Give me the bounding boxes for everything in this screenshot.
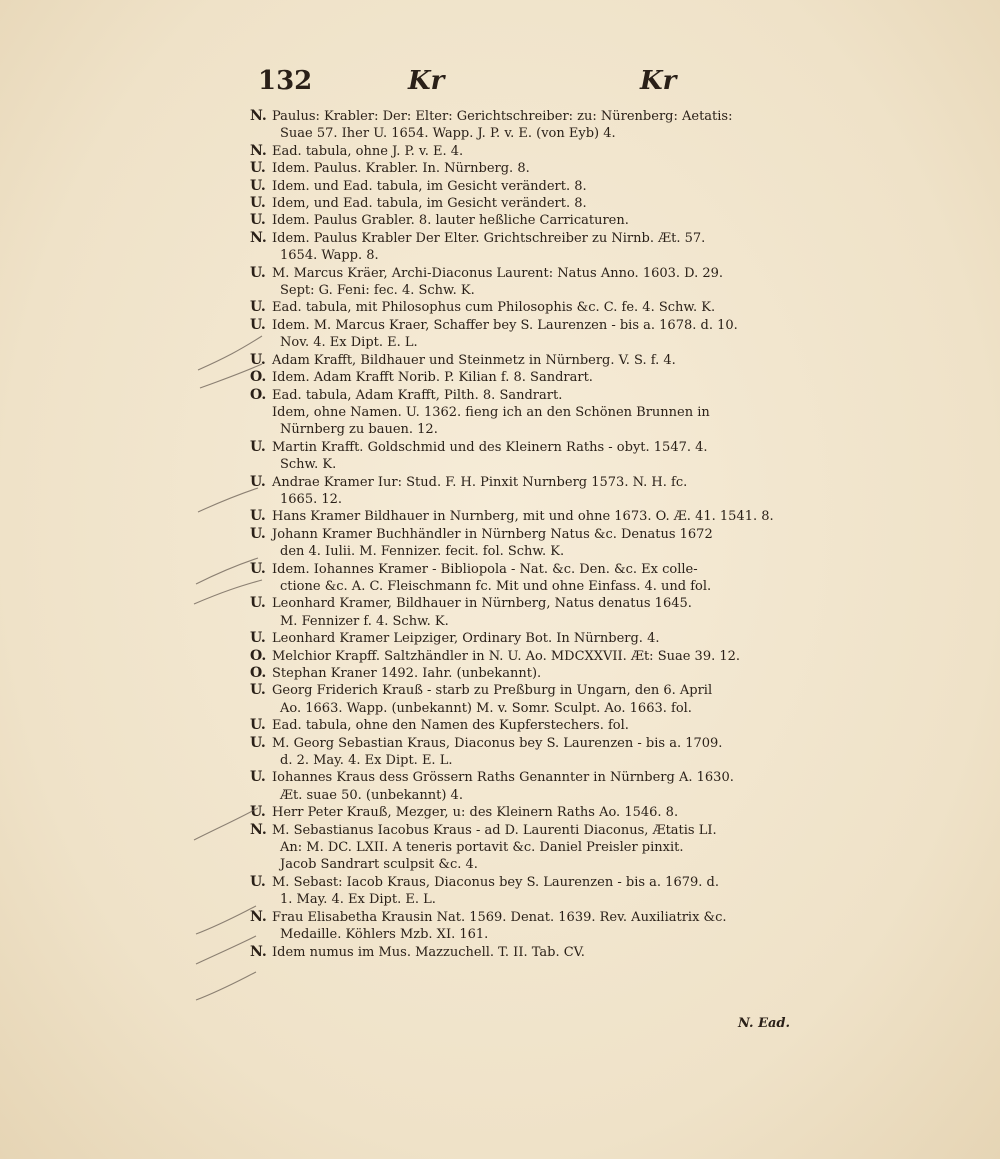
catalog-entry: [250, 195, 825, 212]
catalog-entry: [250, 474, 825, 509]
entry-line: Iohannes Kraus dess Grössern Raths Genannter in Nürnberg A. 1630.: [272, 770, 734, 786]
entry-line: ctione &c. A. C. Fleischmann fc. Mit und ohne Einfass. 4. und fol.: [280, 578, 712, 594]
entry-line: Ead. tabula, ohne J. P. v. E. 4.: [272, 143, 464, 159]
entry-marker: U.: [250, 873, 266, 890]
catalog-entry: [250, 404, 825, 439]
catalog-entry: [250, 561, 825, 596]
entry-line: den 4. Iulii. M. Fennizer. fecit. fol. Schw. K.: [280, 544, 565, 560]
entry-marker: N.: [250, 943, 267, 960]
page-header: [258, 66, 778, 102]
catalog-entry: [250, 265, 825, 300]
entry-line: M. Fennizer f. 4. Schw. K.: [280, 613, 449, 629]
catalog-entry: [250, 508, 825, 525]
catalog-entry: [250, 352, 825, 369]
catalog-entry: [250, 822, 825, 874]
catalog-entry: [250, 717, 825, 734]
entry-line: Idem numus im Mus. Mazzuchell. T. II. Tab. CV.: [272, 944, 585, 960]
entry-line: Æt. suae 50. (unbekannt) 4.: [280, 787, 463, 803]
entry-marker: U.: [250, 508, 266, 525]
entry-line: Leonhard Kramer Leipziger, Ordinary Bot. In Nürnberg. 4.: [272, 631, 660, 647]
entry-line: An: M. DC. LXII. A teneris portavit &c. Daniel Preisler pinxit.: [280, 840, 684, 856]
entry-line: Idem. Iohannes Kramer - Bibliopola - Nat. &c. Den. &c. Ex colle-: [272, 561, 698, 577]
entry-line: Andrae Kramer Iur: Stud. F. H. Pinxit Nurnberg 1573. N. H. fc.: [272, 474, 688, 490]
entry-line: Frau Elisabetha Krausin Nat. 1569. Denat. 1639. Rev. Auxiliatrix &c.: [272, 909, 727, 925]
entry-marker: U.: [250, 264, 266, 281]
entry-marker: U.: [250, 438, 266, 455]
entry-line: M. Sebast: Iacob Kraus, Diaconus bey S. Laurenzen - bis a. 1679. d.: [272, 874, 719, 890]
entry-marker: U.: [250, 212, 266, 229]
entry-line: 1654. Wapp. 8.: [280, 248, 379, 264]
entry-line: Georg Friderich Krauß - starb zu Preßburg in Ungarn, den 6. April: [272, 683, 713, 699]
running-head-left: Kr: [408, 66, 445, 96]
entry-marker: U.: [250, 630, 266, 647]
entry-marker: U.: [250, 717, 266, 734]
entry-line: Paulus: Krabler: Der: Elter: Gerichtschreiber: zu: Nürenberg: Aetatis:: [272, 109, 733, 124]
entry-line: Suae 57. Iher U. 1654. Wapp. J. P. v. E. (von Eyb) 4.: [280, 126, 616, 142]
entry-line: M. Marcus Kräer, Archi-Diaconus Laurent: Natus Anno. 1603. D. 29.: [272, 265, 724, 281]
page-number: 132: [258, 66, 313, 96]
entry-line: M. Georg Sebastian Kraus, Diaconus bey S. Laurenzen - bis a. 1709.: [272, 735, 723, 751]
entry-marker: U.: [250, 734, 266, 751]
entry-marker: U.: [250, 473, 266, 490]
catalog-entry: [250, 874, 825, 909]
entry-marker: U.: [250, 316, 266, 333]
entry-line: Nürnberg zu bauen. 12.: [280, 422, 438, 438]
entry-line: Idem. Paulus. Krabler. In. Nürnberg. 8.: [272, 161, 530, 177]
catalog-entry: [250, 178, 825, 195]
entry-line: Idem, und Ead. tabula, im Gesicht verändert. 8.: [272, 196, 587, 212]
entry-line: d. 2. May. 4. Ex Dipt. E. L.: [280, 753, 453, 769]
entry-line: Sept: G. Feni: fec. 4. Schw. K.: [280, 283, 475, 299]
entry-line: Leonhard Kramer, Bildhauer in Nürnberg, Natus denatus 1645.: [272, 596, 692, 612]
catchword: N. Ead.: [738, 1016, 791, 1031]
entry-marker: N.: [250, 142, 267, 159]
entry-line: Melchior Krapff. Saltzhändler in N. U. Ao. MDCXXVII. Æt: Suae 39. 12.: [272, 648, 741, 664]
catalog-entry: [250, 160, 825, 177]
entry-line: Idem. Paulus Krabler Der Elter. Grichtschreiber zu Nirnb. Æt. 57.: [272, 230, 706, 246]
catalog-entry: [250, 317, 825, 352]
entry-marker: U.: [250, 351, 266, 368]
entry-line: Idem, ohne Namen. U. 1362. fieng ich an den Schönen Brunnen in: [272, 404, 710, 420]
entry-line: Idem. M. Marcus Kraer, Schaffer bey S. Laurenzen - bis a. 1678. d. 10.: [272, 317, 738, 333]
catalog-entry: [250, 439, 825, 474]
entry-line: Medaille. Köhlers Mzb. XI. 161.: [280, 927, 489, 943]
catalog-entry: [250, 909, 825, 944]
catalog-entry: [250, 299, 825, 316]
catalog-entry: [250, 526, 825, 561]
catalog-entry: [250, 630, 825, 647]
entry-line: 1. May. 4. Ex Dipt. E. L.: [280, 892, 436, 908]
entry-line: 1665. 12.: [280, 491, 343, 507]
entry-line: Martin Krafft. Goldschmid und des Kleinern Raths - obyt. 1547. 4.: [272, 439, 708, 455]
catalog-entry: [250, 665, 825, 682]
entry-line: Ao. 1663. Wapp. (unbekannt) M. v. Somr. Sculpt. Ao. 1663. fol.: [280, 700, 692, 716]
entry-line: Ead. tabula, mit Philosophus cum Philosophis &c. C. fe. 4. Schw. K.: [272, 300, 716, 316]
entry-line: Idem. Paulus Grabler. 8. lauter heßliche Carricaturen.: [272, 213, 629, 229]
entry-marker: N.: [250, 229, 267, 246]
catalog-entry: [250, 212, 825, 229]
entry-line: Schw. K.: [280, 457, 337, 473]
entry-marker: U.: [250, 160, 266, 177]
entry-marker: U.: [250, 804, 266, 821]
entry-line: Ead. tabula, Adam Krafft, Pilth. 8. Sandrart.: [272, 387, 563, 403]
catalog-entry: [250, 230, 825, 265]
entry-marker: U.: [250, 769, 266, 786]
entry-marker: N.: [250, 908, 267, 925]
entry-marker: U.: [250, 560, 266, 577]
entry-line: Johann Kramer Buchhändler in Nürnberg Natus &c. Denatus 1672: [272, 526, 713, 542]
entry-line: Nov. 4. Ex Dipt. E. L.: [280, 335, 418, 351]
entry-marker: N.: [250, 821, 267, 838]
entry-line: M. Sebastianus Iacobus Kraus - ad D. Laurenti Diaconus, Ætatis LI.: [272, 822, 717, 838]
catalog-entry: [250, 595, 825, 630]
entry-line: Jacob Sandrart sculpsit &c. 4.: [280, 857, 478, 873]
entry-line: Idem. Adam Krafft Norib. P. Kilian f. 8. Sandrart.: [272, 370, 593, 386]
entry-marker: O.: [250, 386, 267, 403]
entry-line: Adam Krafft, Bildhauer und Steinmetz in Nürnberg. V. S. f. 4.: [272, 352, 676, 368]
entry-marker: U.: [250, 299, 266, 316]
catalog-entry: [250, 387, 825, 404]
entry-marker: U.: [250, 525, 266, 542]
entry-line: Stephan Kraner 1492. Iahr. (unbekannt).: [272, 666, 542, 681]
entry-line: Idem. und Ead. tabula, im Gesicht verändert. 8.: [272, 178, 587, 194]
entry-marker: O.: [250, 647, 267, 664]
entry-marker: U.: [250, 595, 266, 612]
catalog-entry: [250, 804, 825, 821]
entry-line: Ead. tabula, ohne den Namen des Kupferstechers. fol.: [272, 718, 629, 734]
entry-line: Herr Peter Krauß, Mezger, u: des Kleinern Raths Ao. 1546. 8.: [272, 805, 679, 821]
catalog-entry: [250, 648, 825, 665]
catalog-entry: [250, 143, 825, 160]
catalog-entries: [250, 108, 825, 961]
entry-marker: N.: [250, 108, 267, 124]
catalog-entry: [250, 108, 825, 143]
entry-marker: U.: [250, 177, 266, 194]
catalog-entry: [250, 735, 825, 770]
entry-marker: O.: [250, 665, 267, 681]
entry-marker: U.: [250, 682, 266, 699]
catalog-entry: [250, 682, 825, 717]
entry-line: Hans Kramer Bildhauer in Nurnberg, mit und ohne 1673. O. Æ. 41. 1541. 8.: [272, 509, 774, 525]
entry-marker: U.: [250, 195, 266, 212]
catalog-entry: [250, 769, 825, 804]
entry-marker: O.: [250, 369, 267, 386]
running-head-right: Kr: [640, 66, 677, 96]
catalog-entry: [250, 369, 825, 386]
catalog-entry: [250, 944, 825, 961]
